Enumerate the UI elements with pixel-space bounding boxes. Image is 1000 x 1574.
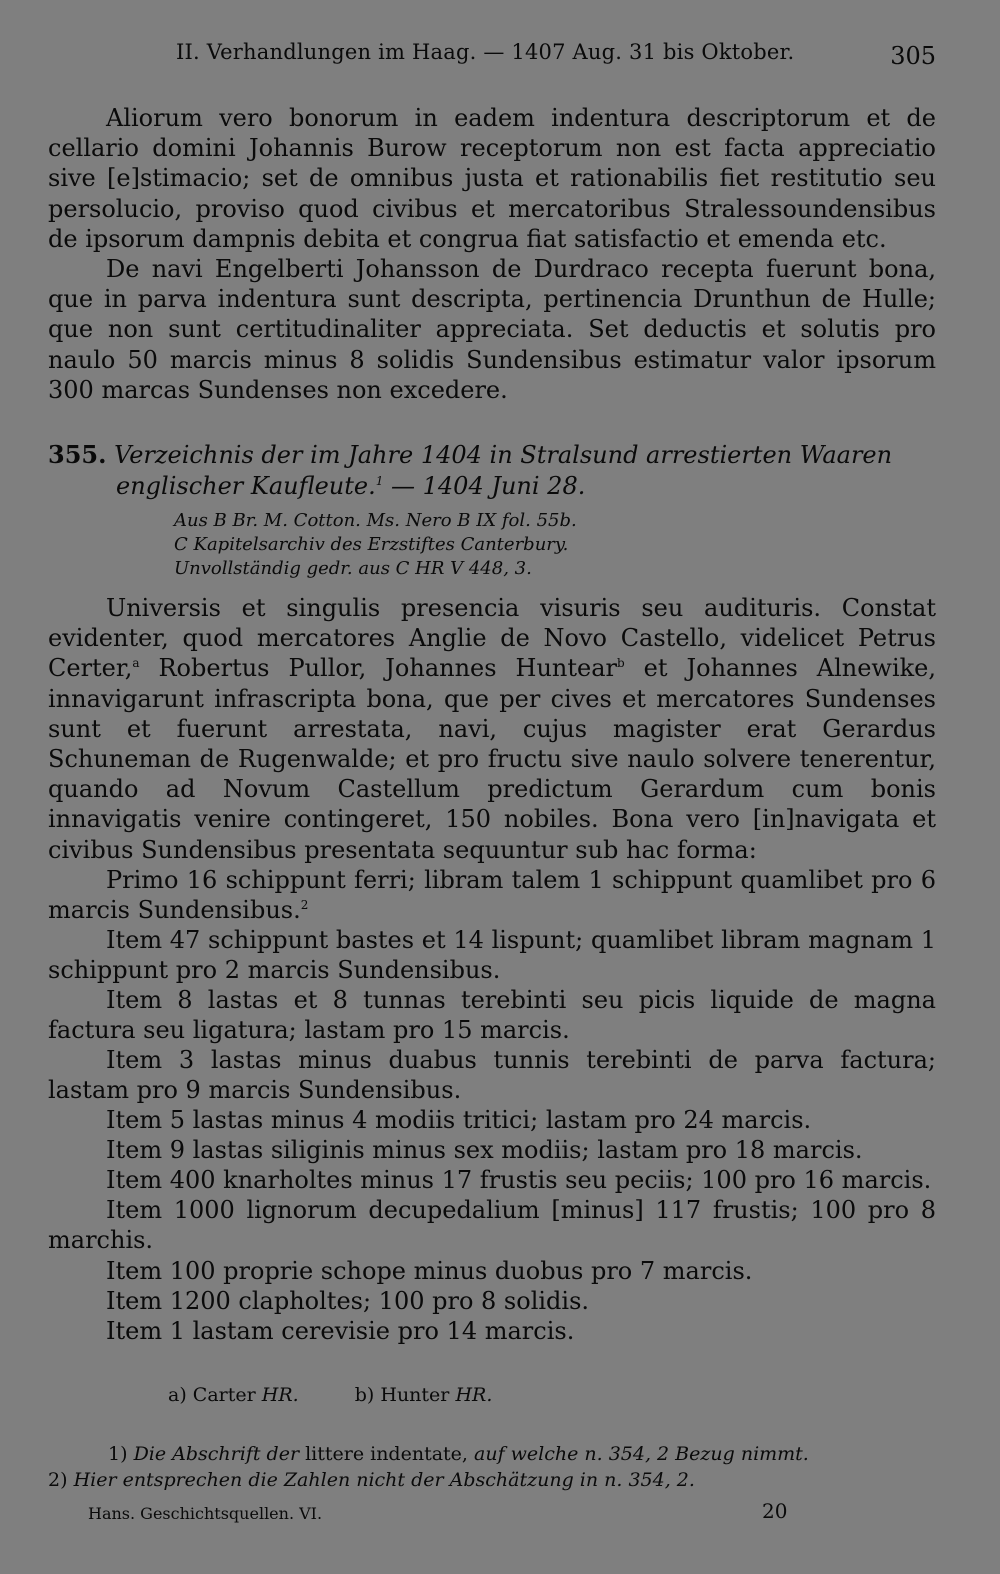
footnote-ref-1: 1 bbox=[375, 474, 384, 488]
entry-title-text: Verzeichnis der im Jahre 1404 in Stralsund arrestierten Waaren bbox=[114, 441, 893, 469]
footnote-2 bbox=[48, 1467, 695, 1493]
item-10-text: Item 1200 clapholtes; 100 pro 8 solidis. bbox=[106, 1287, 590, 1315]
item-4 bbox=[48, 1045, 936, 1105]
variant-mark-a: a bbox=[132, 656, 140, 671]
footnote-1-text-b: littere indentate, bbox=[305, 1443, 468, 1465]
document-intro bbox=[48, 593, 936, 865]
source-line-3: Unvollständig gedr. aus C HR V 448, 3. bbox=[174, 558, 532, 579]
item-1 bbox=[48, 865, 936, 925]
running-header: II. Verhandlungen im Haag. — 1407 Aug. 31 bis Oktober. bbox=[176, 40, 795, 64]
item-8 bbox=[48, 1195, 936, 1255]
item-6 bbox=[48, 1135, 936, 1165]
variant-mark-b: b bbox=[617, 656, 625, 671]
item-5 bbox=[48, 1105, 936, 1135]
source-line-1: Aus B Br. M. Cotton. Ms. Nero B IX fol. 55b. bbox=[174, 510, 577, 531]
item-3 bbox=[48, 985, 936, 1045]
item-1-text: Primo 16 schippunt ferri; libram talem 1 schippunt quamlibet pro 6 marcis Sundensibus. bbox=[48, 866, 936, 925]
source-line-2: C Kapitelsarchiv des Erzstiftes Canterbury. bbox=[174, 534, 569, 555]
intro-text-3: et Johannes Alnewike, innavigarunt infrascripta bona, que per cives et mercatores Sundenses sunt et fuerunt arrestata, navi, cujus magister erat Gerardus Schuneman de Rugenwalde; et pro fructu sive naulo solvere tenerentur, quando ad Novum Castellum predictum Gerardum cum bonis innavigatis venire contingeret, 150 nobiles. Bona vero [in]navigata et civibus Sundensibus presentata sequuntur sub hac forma: bbox=[48, 654, 937, 864]
entry-title bbox=[48, 439, 948, 502]
footnote-1 bbox=[108, 1441, 809, 1467]
intro-text-1: Universis et singulis presencia visuris seu audituris. Constat evidenter, quod mercatores Anglie de Novo Castello, videlicet Petrus Certer, bbox=[48, 594, 936, 683]
entry-date: — 1404 Juni 28. bbox=[383, 472, 586, 500]
page-number: 305 bbox=[890, 42, 936, 70]
paragraph-aliorum bbox=[48, 103, 936, 254]
item-3-text: Item 8 lastas et 8 tunnas terebinti seu picis liquide de magna factura seu ligatura; lastam pro 15 marcis. bbox=[48, 986, 936, 1045]
item-9-text: Item 100 proprie schope minus duobus pro 7 marcis. bbox=[106, 1257, 753, 1285]
item-2-text: Item 47 schippunt bastes et 14 lispunt; quamlibet libram magnam 1 schippunt pro 2 marcis Sundensibus. bbox=[48, 926, 936, 985]
item-11-text: Item 1 lastam cerevisie pro 14 marcis. bbox=[106, 1317, 575, 1345]
variant-a-label: a) Carter bbox=[168, 1384, 256, 1406]
item-7-text: Item 400 knarholtes minus 17 frustis seu peciis; 100 pro 16 marcis. bbox=[106, 1166, 932, 1194]
variant-b-label: b) Hunter bbox=[354, 1384, 450, 1406]
item-8-text: Item 1000 lignorum decupedalium [minus] 117 frustis; 100 pro 8 marchis. bbox=[48, 1196, 936, 1255]
series-footer: Hans. Geschichtsquellen. VI. bbox=[88, 1504, 323, 1523]
entry-title-text-2: englischer Kaufleute. bbox=[116, 472, 376, 500]
intro-text-2: Robertus Pullor, Johannes Huntear bbox=[139, 654, 618, 683]
item-4-text: Item 3 lastas minus duabus tunnis terebinti de parva factura; lastam pro 9 marcis Sundensibus. bbox=[48, 1046, 936, 1105]
item-11 bbox=[48, 1316, 936, 1346]
footnote-1-text-a: Die Abschrift der bbox=[133, 1443, 300, 1465]
footnote-1-number: 1) bbox=[108, 1443, 128, 1465]
entry-number: 355. bbox=[48, 440, 107, 469]
item-10 bbox=[48, 1286, 936, 1316]
variant-b-source: HR. bbox=[455, 1384, 493, 1406]
paragraph-de-navi-text: De navi Engelberti Johansson de Durdraco recepta fuerunt bona, que in parva indentura sunt descripta, pertinencia Drunthun de Hulle; que non sunt certitudinaliter appreciata. Set deductis et solutis pro naulo 50 marcis minus 8 solidis Sundensibus estimatur valor ipsorum 300 marcas Sundenses non excedere. bbox=[48, 255, 936, 404]
variant-a-source: HR. bbox=[261, 1384, 299, 1406]
item-7 bbox=[48, 1165, 936, 1195]
footnote-2-text: Hier entsprechen die Zahlen nicht der Abschätzung in n. 354, 2. bbox=[73, 1469, 695, 1491]
footnote-1-text-c: auf welche n. 354, 2 Bezug nimmt. bbox=[474, 1443, 809, 1465]
variant-notes bbox=[168, 1384, 492, 1406]
item-5-text: Item 5 lastas minus 4 modiis tritici; lastam pro 24 marcis. bbox=[106, 1106, 812, 1134]
entry-title-line2 bbox=[48, 471, 948, 502]
paragraph-de-navi bbox=[48, 254, 936, 405]
item-9 bbox=[48, 1256, 936, 1286]
paragraph-aliorum-text: Aliorum vero bonorum in eadem indentura descriptorum et de cellario domini Johannis Burow receptorum non est facta appreciatio sive [e]stimacio; set de omnibus justa et rationabilis fiet restitutio seu persolucio, proviso quod civibus et mercatoribus Stralessoundensibus de ipsorum dampnis debita et congrua fiat satisfactio et emenda etc. bbox=[48, 104, 936, 253]
entry-title-line1 bbox=[48, 439, 948, 471]
item-2 bbox=[48, 925, 936, 985]
footnote-ref-2: 2 bbox=[300, 898, 309, 913]
signature-mark: 20 bbox=[762, 1499, 788, 1523]
footnote-2-number: 2) bbox=[48, 1469, 68, 1491]
item-6-text: Item 9 lastas siliginis minus sex modiis; lastam pro 18 marcis. bbox=[106, 1136, 863, 1164]
